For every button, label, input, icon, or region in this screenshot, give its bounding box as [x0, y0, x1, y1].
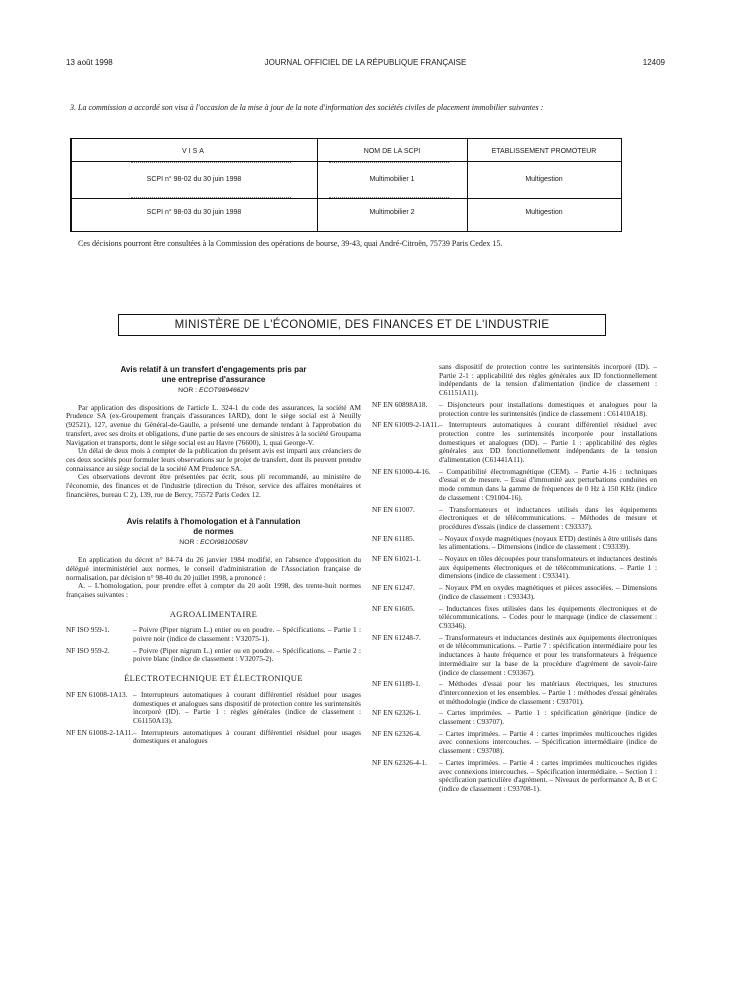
norm-entry: NF ISO 959-1. – Poivre (Piper nigrum L.) entier ou en poudre. – Spécifications. – Partie 1 : poivre noir (indice de classement : V32075-1). — [66, 625, 361, 644]
row2-visa: SCPI n° 98-03 du 30 juin 1998 — [146, 209, 242, 216]
norm-entry: NF EN 60898A18. – Disjoncteurs pour installations domestiques et analogues pour la protection contre les surintensités (indice de classement : C61410A18). — [372, 399, 657, 418]
avis-transfert-nor: NOR : ECOT9894662V — [178, 387, 249, 394]
visa-table — [70, 138, 622, 232]
norm-entry: NF ISO 959-2. – Poivre (Piper nigrum L.) entier ou en poudre. – Spécifications. – Partie 2 : poivre blanc (indice de classement : V32075-2). — [66, 645, 361, 664]
scpi-intro: 3. La commission a accordé son visa à l'occasion de la mise à jour de la note d'information des sociétés civiles de placement immobilier suivantes : — [70, 103, 544, 112]
col-header-visa: VISA — [182, 148, 206, 155]
norm-entry: NF EN 61021-1. – Noyaux en tôles découpées pour transformateurs et inductances destinés aux équipements électroniques et de télécommunications. – Partie 1 : dimensions (indice de classement : C93341). — [372, 554, 657, 581]
row1-nom: Multimobilier 1 — [369, 176, 415, 183]
right-column — [372, 363, 657, 797]
header-page-number: 12409 — [642, 58, 665, 67]
norm-entry: NF EN 62326-4-1. – Cartes imprimées. – Partie 4 : cartes imprimées multicouches rigides avec connexions intercouches. – Spécification intermédiaire. – Section 1 : spécification particulière d'agrément. – Niveaux de performance A, B et C (indice de classement : C93708-1). — [372, 757, 657, 793]
left-column — [66, 365, 361, 749]
row1-promoteur: Multigestion — [525, 176, 563, 183]
row1-visa: SCPI n° 98-02 du 30 juin 1998 — [146, 176, 242, 183]
norm-entry: NF EN 61185. – Noyaux d'oxyde magnétiques (noyaux ETD) destinés à être utilisés dans les alimentations. – Dimensions (indice de classement : C93339). — [372, 533, 657, 552]
row2-promoteur: Multigestion — [525, 209, 563, 216]
col-header-nom-scpi: NOM DE LA SCPI — [363, 148, 421, 155]
avis-normes-paragraph: A. – L'homologation, pour prendre effet à compter du 20 août 1998, des trente-huit normes françaises suivantes : — [66, 581, 361, 599]
avis-normes-paragraph: En application du décret n° 84-74 du 26 janvier 1984 modifié, en l'absence d'opposition du délégué interministériel aux normes, le conseil d'administration de l'Association française de normalisation, par décision n° 98-40 du 20 juillet 1998, a prononcé : — [66, 555, 361, 582]
norm-entry: NF EN 61000-4-16. – Compatibilité électromagnétique (CEM). – Partie 4-16 : techniques d'essai et de mesure. – Essai d'immunité aux perturbations conduites en mode commun dans la gamme de fréquences de 0 Hz à 150 KHz (indice de classement : C91004-16). — [372, 466, 657, 502]
section-electrotechnique: ÉLECTROTECHNIQUE ET ÉLECTRONIQUE — [124, 673, 303, 684]
norm-entry: NF EN 61009-2-1A11. – Interrupteurs automatiques à courant différentiel résiduel avec protection contre les surintensités incorporée pour installations domestiques et analogues (DD). – Partie 1 : applicabilité des règles générales aux DD fonctionnellement indépendants de la tension d'alimentation (C61441A11). — [372, 420, 657, 465]
col-header-etablissement: ETABLISSEMENT PROMOTEUR — [491, 148, 597, 155]
norm-entry: NF EN 62326-4. – Cartes imprimées. – Partie 4 : cartes imprimées multicouches rigides avec connexions intercouches. – Spécification intermédiaire (indice de classement : C93708). — [372, 728, 657, 756]
norm-entry: NF EN 62326-1. – Cartes imprimées. – Partie 1 : spécification générique (indice de classement : C93707). — [372, 708, 657, 727]
section-agroalimentaire: AGROALIMENTAIRE — [169, 608, 258, 619]
norm-entry: NF EN 61605. – Inductances fixes utilisées dans les équipements électroniques et de télécommunications. – Codes pour le marquage (indice de classement : C93346). — [372, 603, 657, 630]
avis-transfert-paragraph: Par application des dispositions de l'article L. 324-1 du code des assurances, la société AM Prudence SA (ex-Groupement français d'assurances IARD), dont le siège social est à Neuilly (92521), 127, avenue du Général-de-Gaulle, a présenté une demande tendant à l'approbation du transfert, avec ses droits et obligations, d'une partie de ses encours de sinistres à la société Groupama Navigation et transports, dont le siège social est au Havre (76600), 1, quai George-V. — [66, 402, 361, 447]
norm-entry: NF EN 61008-2-1A11. – Interrupteurs automatiques à courant différentiel résiduel pour usages domestiques et analogues — [66, 727, 361, 746]
avis-normes-nor: NOR : ECOI9810058V — [179, 539, 248, 547]
norm-entry: NF EN 61248-7. – Transformateurs et inductances destinés aux équipements électroniques et de télécommunications. – Partie 7 : spécification intermédiaire pour les inductances à haute fréquence et pour les transformateurs à fréquence intermédiaire sur la base de la procédure d'agrément de savoir-faire (indice de classement : C93367). — [372, 632, 657, 677]
header-journal-title: JOURNAL OFFICIEL DE LA RÉPUBLIQUE FRANÇAISE — [264, 58, 467, 67]
avis-transfert-title: Avis relatif à un transfert d'engagements pris par une entreprise d'assurance — [120, 365, 307, 384]
row2-nom: Multimobilier 2 — [369, 209, 415, 216]
avis-transfert-paragraph: Un délai de deux mois à compter de la publication du présent avis est imparti aux créanciers de ces deux sociétés pour formuler leurs observations sur le projet de transfert, dont ils peuvent prendre connaissance au siège social de la société AM Prudence SA. — [66, 446, 361, 473]
header-date: 13 août 1998 — [66, 58, 113, 67]
norm-entry: NF EN 61007. – Transformateurs et inductances utilisés dans les équipements électroniques et de télécommunications. – Méthodes de mesure et procédures d'essais (indice de classement : C93337). — [372, 504, 657, 531]
avis-transfert-paragraph: Ces observations devront être présentées par écrit, sous pli recommandé, au ministère de l'économie, des finances et de l'industrie (direction du Trésor, service des affaires monétaires et financières, bureau C 2), 139, rue de Bercy, 75572 Paris Cedex 12. — [66, 472, 361, 499]
ministry-banner: MINISTÈRE DE L'ÉCONOMIE, DES FINANCES ET DE L'INDUSTRIE — [118, 314, 606, 336]
avis-normes-title: Avis relatifs à l'homologation et à l'annulation de normes — [126, 517, 301, 536]
norm-entry: NF EN 61247. – Noyaux PM en oxydes magnétiques et pièces associées. – Dimensions (indice de classement : C93343). — [372, 583, 657, 601]
norm-entry-continuation: sans dispositif de protection contre les surintensités incorporé (ID). – Partie 2-1 : applicabilité des règles générales aux ID fonctionnellement indépendants de la tension d'alimentation (indice de classement : C61151A11). — [439, 362, 657, 398]
norm-entry: NF EN 61008-1A13. – Interrupteurs automatiques à courant différentiel résiduel pour usages domestiques et analogues sans dispositif de protection contre les surintensités incorporé (ID). – Partie 1 : règles générales (indice de classement : C61150A13). — [66, 689, 361, 725]
norm-entry: NF EN 61189-1. – Méthodes d'essai pour les matériaux électriques, les structures d'interconnexion et les ensembles. – Partie 1 : méthodes d'essai générales et méthodologie (indice de classement : C93701). — [372, 679, 657, 706]
decisions-note: Ces décisions pourront être consultées à la Commission des opérations de bourse, 39-43, quai André-Citroën, 75739 Paris Cedex 15. — [78, 239, 503, 248]
